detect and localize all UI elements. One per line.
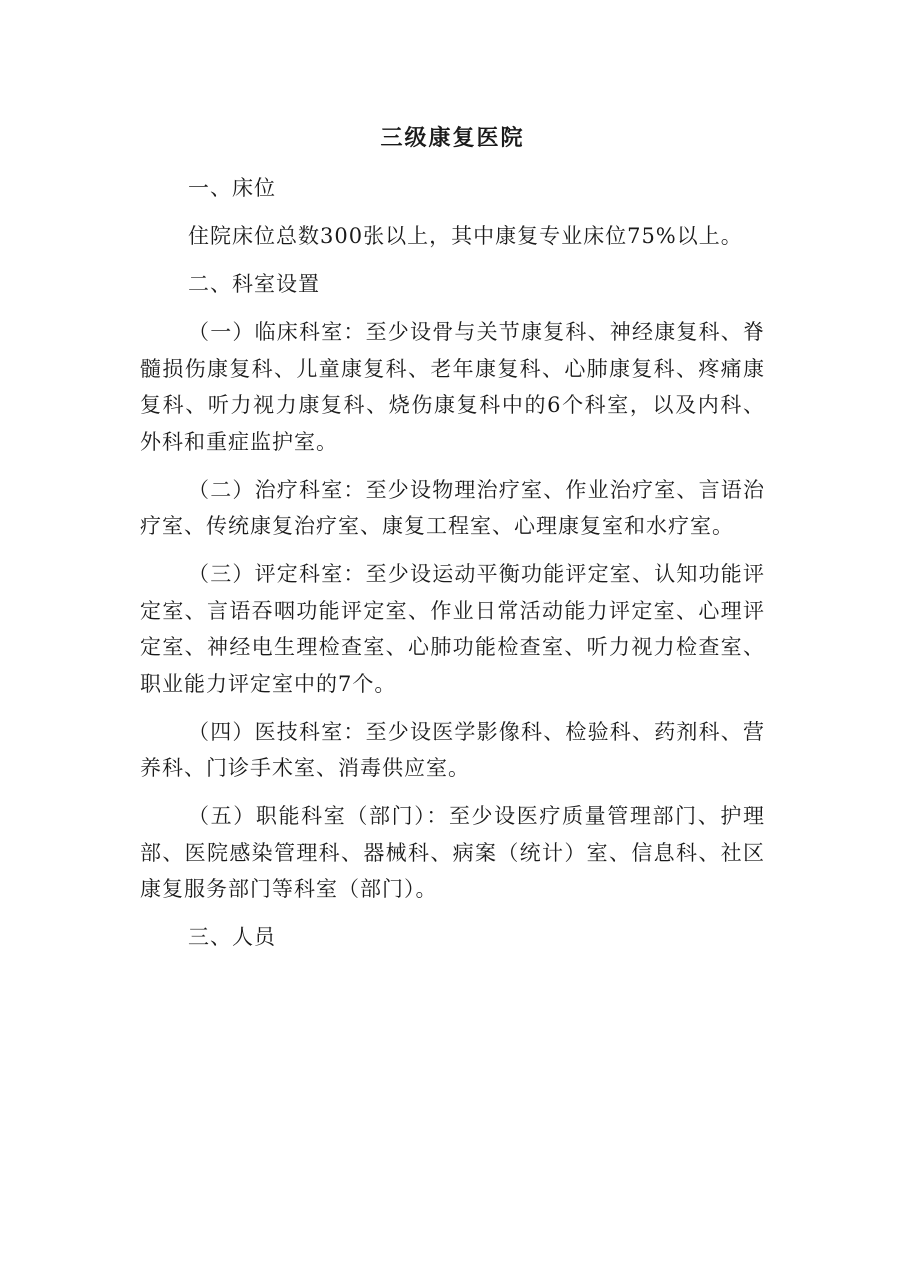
paragraph-medical-technology-departments: （四）医技科室：至少设医学影像科、检验科、药剂科、营养科、门诊手术室、消毒供应室。 — [140, 719, 765, 780]
paragraph-clinical-departments: （一）临床科室：至少设骨与关节康复科、神经康复科、脊髓损伤康复科、儿童康复科、老年康复科、心肺康复科、疼痛康复科、听力视力康复科、烧伤康复科中的6个科室，以及内科、外科和重症监护室。 — [140, 320, 765, 454]
paragraph-therapy-departments: （二）治疗科室：至少设物理治疗室、作业治疗室、言语治疗室、传统康复治疗室、康复工程室、心理康复室和水疗室。 — [140, 477, 765, 538]
paragraph-functional-departments: （五）职能科室（部门）：至少设医疗质量管理部门、护理部、医院感染管理科、器械科、病案（统计）室、信息科、社区康复服务部门等科室（部门）。 — [140, 804, 765, 901]
paragraph-assessment-departments: （三）评定科室：至少设运动平衡功能评定室、认知功能评定室、言语吞咽功能评定室、作业日常活动能力评定室、心理评定室、神经电生理检查室、心肺功能检查室、听力视力检查室、职业能力评定室中的7个。 — [140, 562, 765, 696]
section-heading-beds: 一、床位 — [188, 176, 276, 200]
document-body — [140, 170, 765, 956]
paragraph-bed-count: 住院床位总数300张以上，其中康复专业床位75%以上。 — [188, 224, 743, 248]
document-title: 三级康复医院 — [380, 125, 525, 151]
section-heading-departments: 二、科室设置 — [188, 272, 320, 296]
section-heading-personnel: 三、人员 — [188, 925, 276, 949]
